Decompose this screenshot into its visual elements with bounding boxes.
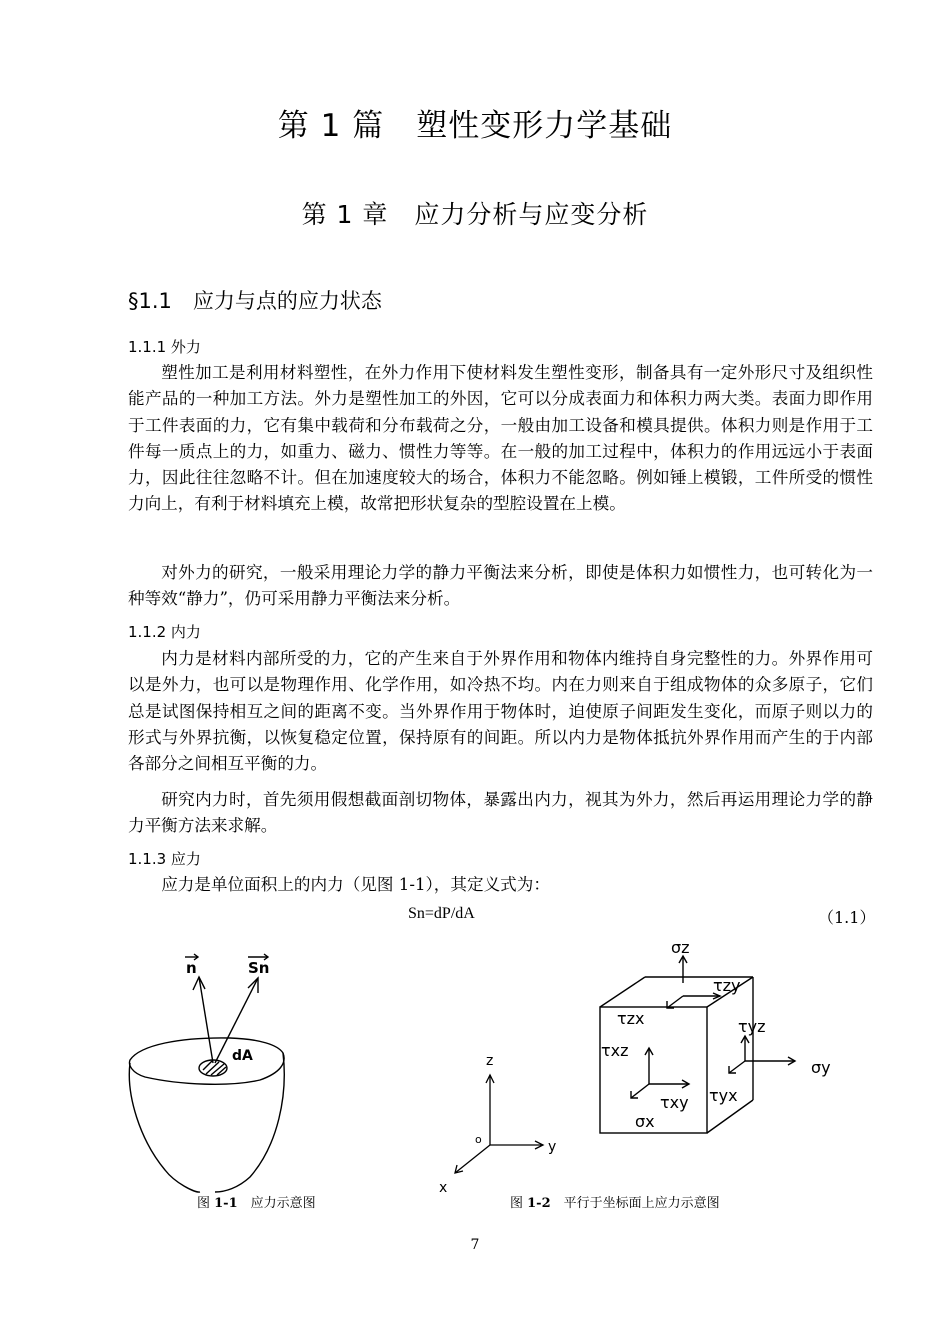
tau-xz-label: τxz xyxy=(601,1041,629,1060)
axis-y-label: y xyxy=(548,1139,557,1155)
figure-coordinate-axes xyxy=(435,1045,570,1195)
figure-stress-body xyxy=(120,945,300,1195)
origin-label: o xyxy=(475,1133,482,1146)
chapter-title: 第 1 章 应力分析与应变分析 xyxy=(301,200,649,229)
tau-yz-label: τyz xyxy=(738,1017,766,1036)
paragraph-static-equilibrium: 对外力的研究，一般采用理论力学的静力平衡法来分析，即使是体积力如惯性力，也可转化为一种等效“静力”，仍可采用静力平衡法来分析。 xyxy=(128,563,873,609)
part-title: 第 1 篇 塑性变形力学基础 xyxy=(277,108,673,144)
axis-z-label: z xyxy=(486,1053,494,1069)
section-title: §1.1 应力与点的应力状态 xyxy=(128,289,382,313)
tau-zy-label: τzy xyxy=(713,976,741,995)
label-n: n xyxy=(186,959,197,977)
paragraph-internal-force: 内力是材料内部所受的力，它的产生来自于外界作用和物体内维持自身完整性的力。外界作用可以是外力，也可以是物理作用、化学作用，如冷热不均。内在力则来自于组成物体的众多原子，它们总是试图保持相互之间的距离不变。当外界作用于物体时，迫使原子间距发生变化，而原子则以力的形式与外界抗衡，以恢复稳定位置，保持原有的间距。所以内力是物体抵抗外界作用而产生的于内部各部分之间相互平衡的力。 xyxy=(128,649,873,774)
tau-xy-label: τxy xyxy=(660,1093,689,1112)
subsection-heading-stress: 1.1.3 应力 xyxy=(128,850,201,868)
figure-1-caption: 图 1-1 应力示意图 xyxy=(197,1196,316,1211)
sigma-x-label: σx xyxy=(635,1112,655,1131)
tau-zx-label: τzx xyxy=(617,1009,645,1028)
sigma-y-label: σy xyxy=(811,1058,831,1077)
paragraph-stress-definition: 应力是单位面积上的内力（见图 1-1），其定义式为： xyxy=(161,875,550,894)
label-da: dA xyxy=(232,1048,253,1064)
subsection-heading-external-force: 1.1.1 外力 xyxy=(128,338,201,356)
tau-yx-label: τyx xyxy=(709,1086,738,1105)
paragraph-external-force: 塑性加工是利用材料塑性，在外力作用下使材料发生塑性变形，制备具有一定外形尺寸及组织性能产品的一种加工方法。外力是塑性加工的外因，它可以分成表面力和体积力两大类。表面力即作用于工件表面的力，它有集中载荷和分布载荷之分，一般由加工设备和模具提供。体积力则是作用于工件每一质点上的力，如重力、磁力、惯性力等等。在一般的加工过程中，体积力的作用远远小于表面力，因此往往忽略不计。但在加速度较大的场合，体积力不能忽略。例如锤上模锻，工件所受的惯性力向上，有利于材料填充上模，故常把形状复杂的型腔设置在上模。 xyxy=(128,363,873,514)
equation-stress: Sn=dP/dA xyxy=(408,905,475,922)
sigma-z-label: σz xyxy=(671,938,690,957)
axis-x-label: x xyxy=(439,1180,448,1195)
subsection-heading-internal-force: 1.1.2 内力 xyxy=(128,623,201,641)
page-number: 7 xyxy=(470,1237,480,1253)
figure-2-caption: 图 1-2 平行于坐标面上应力示意图 xyxy=(510,1196,720,1211)
paragraph-internal-force-method: 研究内力时，首先须用假想截面剖切物体，暴露出内力，视其为外力，然后再运用理论力学的静力平衡方法来求解。 xyxy=(128,790,873,836)
figure-stress-cube xyxy=(585,928,845,1143)
label-sn: Sn xyxy=(248,959,270,977)
equation-number: （1.1） xyxy=(818,908,876,927)
